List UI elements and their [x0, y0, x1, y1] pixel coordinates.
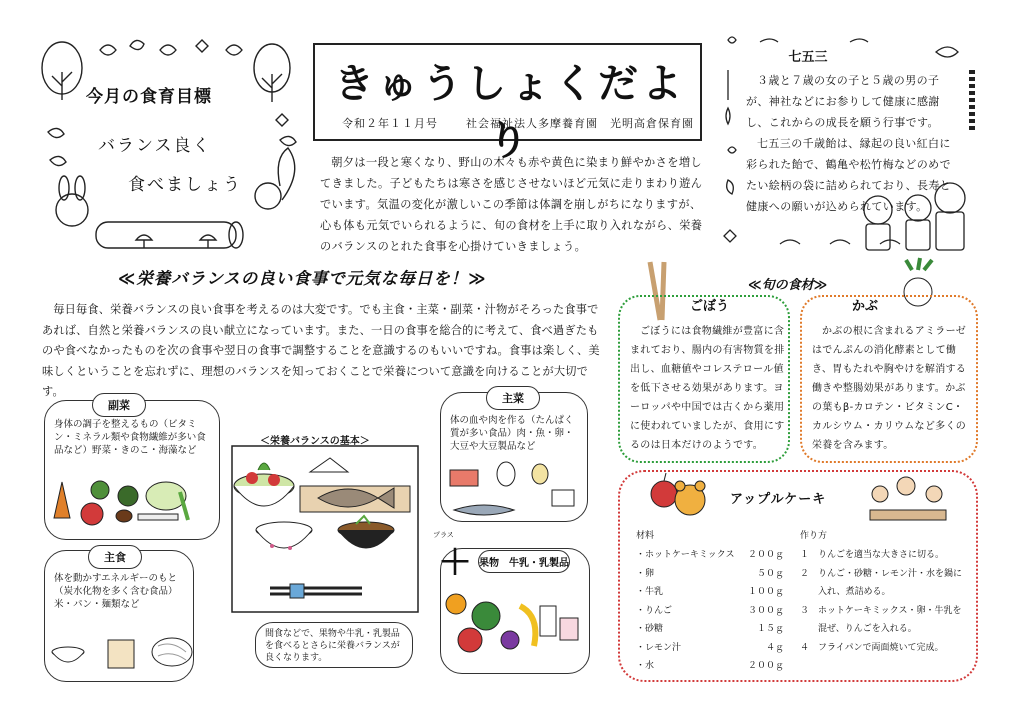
ingredient-name: ・牛乳 — [636, 587, 664, 597]
ingredient-amount: １００ｇ — [747, 587, 784, 597]
step-text: フライパンで両面焼いて完成。 — [818, 642, 944, 653]
ingredient-row — [636, 546, 784, 565]
newsletter-title: きゅうしょくだより — [334, 61, 686, 164]
step-number: ２ — [800, 568, 810, 579]
ingredient-amount: ３００ｇ — [747, 605, 784, 616]
balance-basics-title: ＜栄養バランスの基本＞ — [260, 436, 370, 447]
step-number: １ — [800, 550, 810, 560]
main-dish-label: 主菜 — [486, 386, 540, 410]
step-text: りんごを適当な大きさに切る。 — [818, 550, 945, 560]
ingredient-row — [636, 657, 784, 676]
ingredient-name: ・ホットケーキミックス — [636, 550, 735, 560]
ingredient-name: ・水 — [636, 661, 655, 671]
ingredient-amount: １５ｇ — [756, 624, 784, 634]
ingredient-name: ・レモン汁 — [636, 642, 682, 653]
ingredient-row — [636, 620, 784, 639]
step-number: ４ — [800, 642, 810, 653]
steps-title: 作り方 — [800, 531, 828, 541]
plus-label: プラス — [433, 531, 454, 539]
recipe-title: アップルケーキ — [730, 492, 827, 507]
steps-list — [800, 546, 970, 657]
intro-paragraph: 朝夕は一段と寒くなり、野山の木々も赤や黄色に染まり鮮やかさを増してきました。子どもたちは寒さを感じさせないほど元気に走りまわり遊んでいます。気温の変化が激しいこの季節は体調を崩しがちになりますが、心も体も元気でいられるように、旬の食材を上手に取り入れながら、栄養のバランスのとれた食事を心掛けていきましょう。 — [320, 156, 703, 253]
turnip-text: かぶの根に含まれるアミラーゼはでんぷんの消化酵素として働き、胃もたれや胸やけを解消する働きや整腸効果があります。かぶの葉もβ-カロテン・ビタミンC・カルシウム・カリウムなど多くの栄養を含みます。 — [812, 326, 967, 451]
ingredient-amount: ５０ｇ — [756, 568, 784, 579]
ingredients-title: 材料 — [636, 531, 655, 541]
ingredient-name: ・卵 — [636, 568, 655, 579]
ingredient-name: ・りんご — [636, 605, 673, 616]
step-item — [800, 602, 970, 639]
step-text: りんご・砂糖・レモン汁・水を鍋に入れ、煮詰める。 — [818, 568, 963, 597]
step-number: ３ — [800, 605, 810, 616]
ingredients-list — [636, 546, 784, 676]
issue-label: 令和２年１１月号 — [342, 117, 438, 130]
plus-sign: ＋ — [438, 543, 472, 583]
step-item — [800, 639, 970, 658]
turnip-title: かぶ — [852, 299, 879, 314]
shichigosan-title: 七五三 — [788, 50, 828, 65]
side-dish-text: 身体の調子を整えるもの（ビタミン・ミネラル類や食物繊維が多い食品など）野菜・きのこ・海藻など — [54, 419, 206, 456]
publisher-label: 社会福祉法人多摩養育園 光明高倉保育園 — [466, 117, 694, 130]
goal-line-1: バランス良く — [98, 136, 212, 156]
burdock-title: ごぼう — [690, 299, 730, 314]
step-item — [800, 565, 970, 602]
shichigosan-paragraph-2: 七五三の千歳飴は、縁起の良い紅白に彩られた飴で、鶴亀や松竹梅などのめでたい絵柄の袋に詰められており、長寿と健康への願いが込められています。 — [746, 137, 952, 213]
seasonal-heading: ≪旬の食材≫ — [748, 278, 828, 293]
goal-title: 今月の食育目標 — [86, 87, 212, 107]
fruit-dairy-label: 果物 牛乳・乳製品 — [478, 550, 570, 573]
ingredient-name: ・砂糖 — [636, 624, 664, 634]
nutrition-heading: ≪栄養バランスの良い食事で元気な毎日を！≫ — [118, 269, 487, 288]
step-item — [800, 546, 970, 565]
snack-note-text: 間食などで、果物や牛乳・乳製品を食べるとさらに栄養バランスが良くなります。 — [265, 629, 400, 663]
ingredient-amount: ２００ｇ — [747, 661, 784, 671]
ingredient-row — [636, 565, 784, 584]
staple-label: 主食 — [88, 545, 142, 569]
staple-text: 体を動かすエネルギーのもと（炭水化物を多く含む食品）米・パン・麺類など — [54, 573, 178, 610]
burdock-text: ごぼうには食物繊維が豊富に含まれており、腸内の有害物質を排出し、血糖値やコレステロール値を低下させる効果があります。ヨーロッパや中国では古くから薬用に使われていましたが、食用にするのは日本だけのようです。 — [630, 326, 785, 451]
shichigosan-paragraph-1: ３歳と７歳の女の子と５歳の男の子が、神社などにお参りして健康に感謝し、これからの成長を願う行事です。 — [746, 74, 940, 129]
ingredient-amount: ４ｇ — [765, 642, 784, 653]
ingredient-amount: ２００ｇ — [747, 550, 784, 560]
goal-line-2: 食べましょう — [128, 175, 242, 195]
ingredient-row — [636, 602, 784, 621]
step-text: ホットケーキミックス・卵・牛乳を混ぜ、りんごを入れる。 — [818, 605, 962, 634]
nutrition-paragraph: 毎日毎食、栄養バランスの良い食事を考えるのは大変です。でも主食・主菜・副菜・汁物がそろった食事であれば、自然と栄養バランスの良い献立になっています。また、一日の食事を総合的に考えて、食べ過ぎたものや食べなかったものを次の食事や翌日の食事で調整することを意識するのもいいですね。食事は楽しく、美味しくということを忘れずに、理想のバランスを知っておくことで栄養について意識を向けることが大切です。 — [42, 303, 600, 398]
ingredient-row — [636, 583, 784, 602]
side-dish-label: 副菜 — [92, 393, 146, 417]
main-dish-text: 体の血や肉を作る（たんぱく質が多い食品）肉・魚・卵・大豆や大豆製品など — [450, 415, 574, 452]
ingredient-row — [636, 639, 784, 658]
